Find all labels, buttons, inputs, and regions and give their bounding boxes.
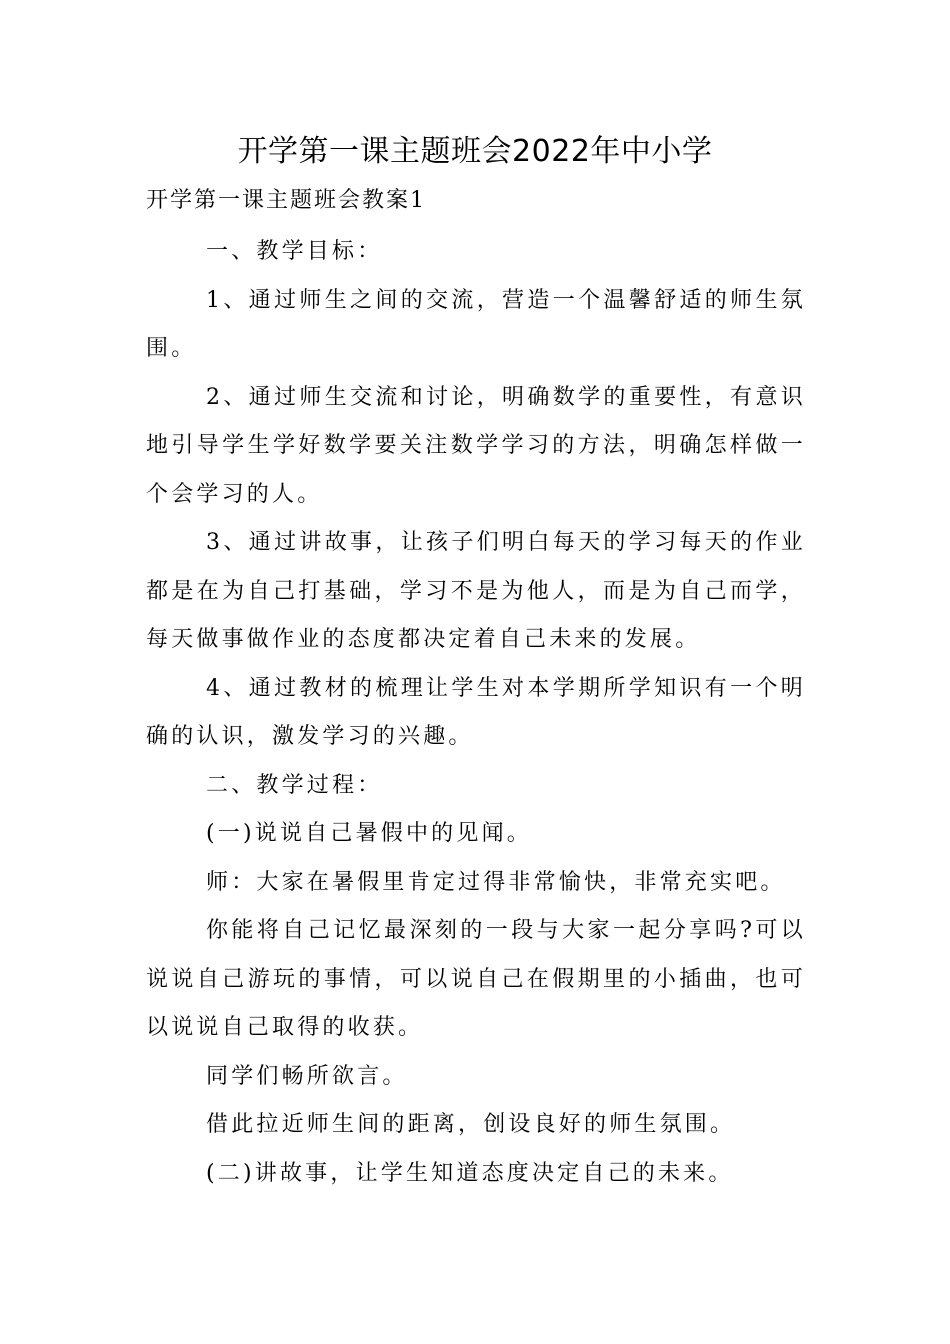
document-body xyxy=(146,228,806,1198)
paragraph-share-prompt: 你能将自己记忆最深刻的一段与大家一起分享吗?可以说说自己游玩的事情，可以说自己在假期里的小插曲，也可以说说自己取得的收获。 xyxy=(146,918,806,1040)
paragraph-goal-3: 3、通过讲故事，让孩子们明白每天的学习每天的作业都是在为自己打基础，学习不是为他人，而是为自己而学，每天做事做作业的态度都决定着自己未来的发展。 xyxy=(146,530,806,652)
paragraph-step-2: (二)讲故事，让学生知道态度决定自己的未来。 xyxy=(206,1160,734,1186)
document-title: 开学第一课主题班会2022年中小学 xyxy=(237,134,713,169)
paragraph-goal-2: 2、通过师生交流和讨论，明确数学的重要性，有意识地引导学生学好数学要关注数学学习的方法，明确怎样做一个会学习的人。 xyxy=(146,384,806,507)
paragraph-students-speak: 同学们畅所欲言。 xyxy=(206,1063,408,1089)
paragraph-section-1-heading: 一、教学目标： xyxy=(206,239,383,264)
paragraph-section-2-heading: 二、教学过程： xyxy=(206,772,383,798)
paragraph-atmosphere: 借此拉近师生间的距离，创设良好的师生氛围。 xyxy=(206,1112,736,1137)
paragraph-step-1: (一)说说自己暑假中的见闻。 xyxy=(206,821,532,846)
paragraph-goal-4: 4、通过教材的梳理让学生对本学期所学知识有一个明确的认识，激发学习的兴趣。 xyxy=(146,675,806,749)
paragraph-goal-1: 1、通过师生之间的交流，营造一个温馨舒适的师生氛围。 xyxy=(146,287,806,361)
document-subtitle: 开学第一课主题班会教案1 xyxy=(146,188,426,213)
paragraph-teacher-line: 师：大家在暑假里肯定过得非常愉快，非常充实吧。 xyxy=(206,869,786,895)
